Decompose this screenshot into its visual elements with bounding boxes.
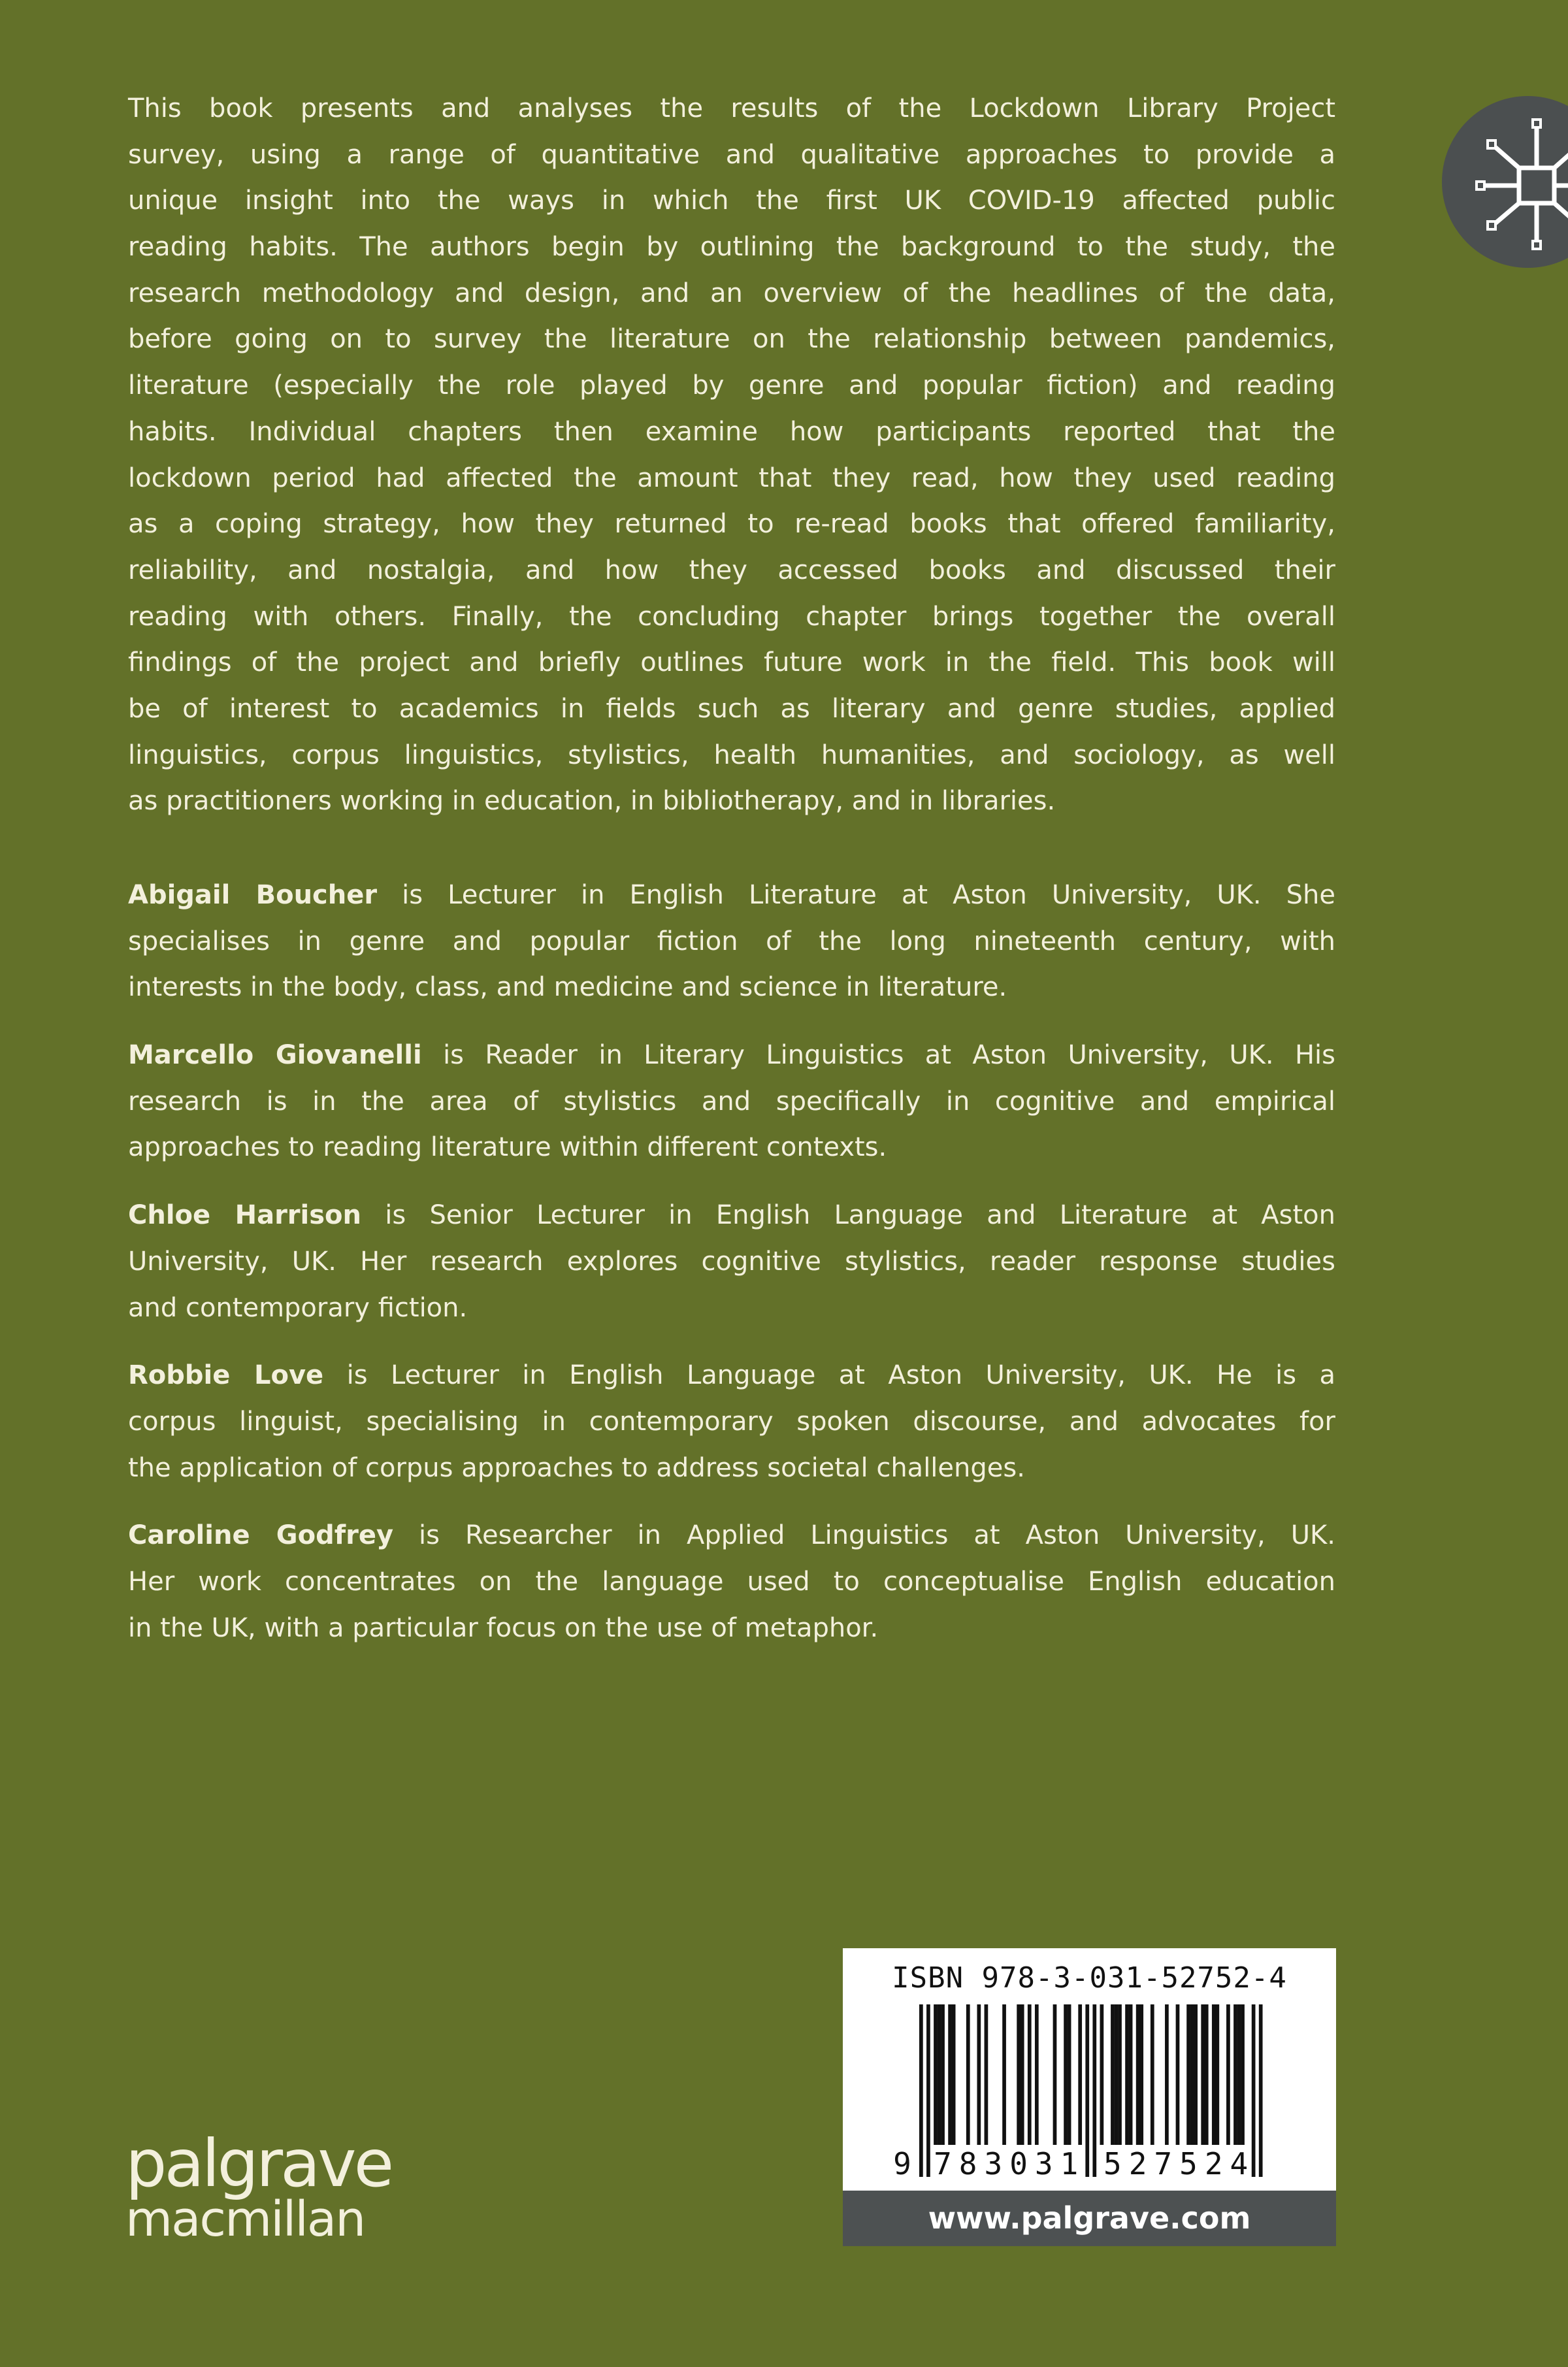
palgrave-macmillan-logo (125, 2125, 392, 2247)
publisher-url[interactable]: www.palgrave.com (843, 2191, 1336, 2246)
barcode-digit: 9 (893, 2146, 911, 2181)
description-line: literature (especially the role played by genre and popular fiction) and reading (128, 370, 1335, 401)
barcode-bar (948, 2004, 952, 2145)
barcode-bar (966, 2004, 970, 2145)
barcode-bar (1136, 2004, 1140, 2145)
barcode-digit: 0 (1009, 2146, 1028, 2181)
barcode-bar (1259, 2004, 1263, 2177)
barcode-bar (1165, 2004, 1169, 2145)
barcode-bar (1139, 2004, 1143, 2145)
barcode-bar (1028, 2004, 1032, 2145)
author-bio-line (128, 1192, 1335, 1239)
barcode-digit: 1 (1060, 2146, 1079, 2181)
author-bio-line: the application of corpus approaches to address societal challenges. (128, 1452, 1025, 1483)
author-bio-line: research is in the area of stylistics and specifically in cognitive and empirical (128, 1086, 1335, 1117)
author-bio-text: is Lecturer in English Language at Aston University, UK. He is a (323, 1360, 1335, 1391)
description-line: reading with others. Finally, the concluding chapter brings together the overall (128, 601, 1335, 632)
description-line: This book presents and analyses the results of the Lockdown Library Project (128, 93, 1335, 123)
barcode-bar (1176, 2004, 1180, 2145)
barcode-bar (1035, 2004, 1039, 2145)
barcode-digit: 2 (1128, 2146, 1147, 2181)
barcode-bar (1205, 2004, 1209, 2145)
barcode-bar (1021, 2004, 1024, 2145)
author-bio (128, 1032, 1335, 1171)
description-line: reading habits. The authors begin by outlining the background to the study, the (128, 232, 1335, 263)
barcode-bar (1078, 2004, 1082, 2145)
barcode-bar (1115, 2004, 1119, 2145)
description-line: lockdown period had affected the amount that they read, how they used reading (128, 463, 1335, 493)
barcode-bar (1129, 2004, 1133, 2145)
barcode-bar (977, 2004, 981, 2145)
barcode-bar (1118, 2004, 1122, 2145)
barcode-bar (934, 2004, 938, 2145)
author-name: Chloe Harrison (128, 1200, 362, 1231)
barcode-bar (1002, 2004, 1006, 2145)
author-bio-line: in the UK, with a particular focus on the use of metaphor. (128, 1612, 879, 1643)
author-name: Marcello Giovanelli (128, 1040, 422, 1071)
barcode-bar (941, 2004, 945, 2145)
book-description (128, 86, 1335, 824)
author-name: Robbie Love (128, 1360, 324, 1391)
barcode-digit: 7 (1154, 2146, 1173, 2181)
barcode-digit: 7 (934, 2146, 952, 2181)
description-line: research methodology and design, and an overview of the headlines of the data, (128, 278, 1335, 308)
isbn-label: ISBN 978-3-031-52752-4 (892, 1961, 1287, 1995)
author-bio-text: is Reader in Literary Linguistics at Aston University, UK. His (421, 1040, 1335, 1071)
barcode-bar (952, 2004, 956, 2145)
description-line: reliability, and nostalgia, and how they accessed books and discussed their (128, 555, 1335, 585)
barcode-bar (1226, 2004, 1230, 2145)
barcode-bar (938, 2004, 941, 2145)
author-bio-line: specialises in genre and popular fiction of the long nineteenth century, with (128, 926, 1335, 956)
barcode-bar (1085, 2004, 1089, 2177)
barcode-bar (1151, 2004, 1154, 2145)
barcode-bar (1186, 2004, 1190, 2145)
barcode-bar (1017, 2004, 1021, 2145)
barcode-digit: 4 (1230, 2146, 1249, 2181)
barcode-bar (1212, 2004, 1216, 2145)
logo-line-palgrave: palgrave (125, 2125, 392, 2202)
author-bio-line (128, 1032, 1335, 1079)
author-bio-line: approaches to reading literature within different contexts. (128, 1132, 887, 1163)
barcode-bar (1053, 2004, 1057, 2145)
barcode-bar (985, 2004, 988, 2145)
description-line: be of interest to academics in fields such as literary and genre studies, applied (128, 693, 1335, 724)
author-name: Abigail Boucher (128, 880, 378, 910)
barcode-digit: 5 (1179, 2146, 1198, 2181)
barcode-bar (1215, 2004, 1219, 2145)
author-bio-line (128, 1352, 1335, 1399)
barcode-bar (1237, 2004, 1241, 2145)
author-bio-text: is Lecturer in English Literature at Aston University, UK. She (377, 880, 1336, 910)
barcode-digit: 3 (984, 2146, 1003, 2181)
author-bio-line: University, UK. Her research explores cognitive stylistics, reader response studies (128, 1246, 1335, 1277)
author-bio-line: interests in the body, class, and medicine and science in literature. (128, 972, 1007, 1003)
barcode-digit: 2 (1204, 2146, 1223, 2181)
description-line: survey, using a range of quantitative and qualitative approaches to provide a (128, 139, 1335, 170)
barcode-bar (1092, 2004, 1096, 2177)
barcode-digit: 5 (1103, 2146, 1122, 2181)
author-name: Caroline Godfrey (128, 1520, 394, 1551)
author-bio-line: Her work concentrates on the language used to conceptualise English education (128, 1566, 1335, 1597)
barcode-bar (1194, 2004, 1198, 2145)
author-bio-line: corpus linguist, specialising in contemporary spoken discourse, and advocates for (128, 1406, 1335, 1437)
barcode-bar (926, 2004, 930, 2177)
series-logo (1442, 96, 1568, 268)
barcode-bar (1064, 2004, 1068, 2145)
network-node-icon (1442, 96, 1568, 268)
author-bio (128, 1512, 1335, 1651)
author-bio-line (128, 872, 1335, 919)
description-line: linguistics, corpus linguistics, stylistics, health humanities, and sociology, as well (128, 740, 1335, 770)
barcode-digit: 8 (958, 2146, 977, 2181)
barcode (843, 1948, 1336, 2191)
description-line: as a coping strategy, how they returned to re-read books that offered familiarity, (128, 509, 1335, 540)
author-bio (128, 872, 1335, 1011)
barcode-digit: 3 (1034, 2146, 1053, 2181)
author-bio-line (128, 1512, 1335, 1559)
description-line: findings of the project and briefly outlines future work in the field. This book will (128, 647, 1335, 678)
description-line: unique insight into the ways in which the first UK COVID-19 affected public (128, 186, 1335, 216)
author-bio (128, 1352, 1335, 1491)
barcode-bar (1100, 2004, 1104, 2145)
barcode-bar (1252, 2004, 1256, 2177)
description-line: before going on to survey the literature on the relationship between pandemics, (128, 324, 1335, 355)
barcode-bar (1068, 2004, 1071, 2145)
description-line: as practitioners working in education, in bibliotherapy, and in libraries. (128, 786, 1056, 817)
logo-line-macmillan: macmillan (125, 2191, 365, 2247)
barcode-bar (1233, 2004, 1237, 2145)
barcode-bar (1111, 2004, 1115, 2145)
barcode-bar (1125, 2004, 1129, 2145)
author-bio (128, 1192, 1335, 1331)
barcode-bar (1190, 2004, 1194, 2145)
description-line: habits. Individual chapters then examine how participants reported that the (128, 416, 1335, 447)
barcode-bar (1201, 2004, 1205, 2145)
isbn-barcode-block (843, 1948, 1336, 2246)
barcode-bar (919, 2004, 923, 2177)
barcode-bar (1241, 2004, 1245, 2145)
author-bio-line: and contemporary fiction. (128, 1292, 468, 1323)
author-bio-text: is Researcher in Applied Linguistics at Aston University, UK. (393, 1520, 1335, 1551)
author-bio-text: is Senior Lecturer in English Language and Literature at Aston (361, 1200, 1335, 1231)
author-bios (128, 872, 1335, 1673)
